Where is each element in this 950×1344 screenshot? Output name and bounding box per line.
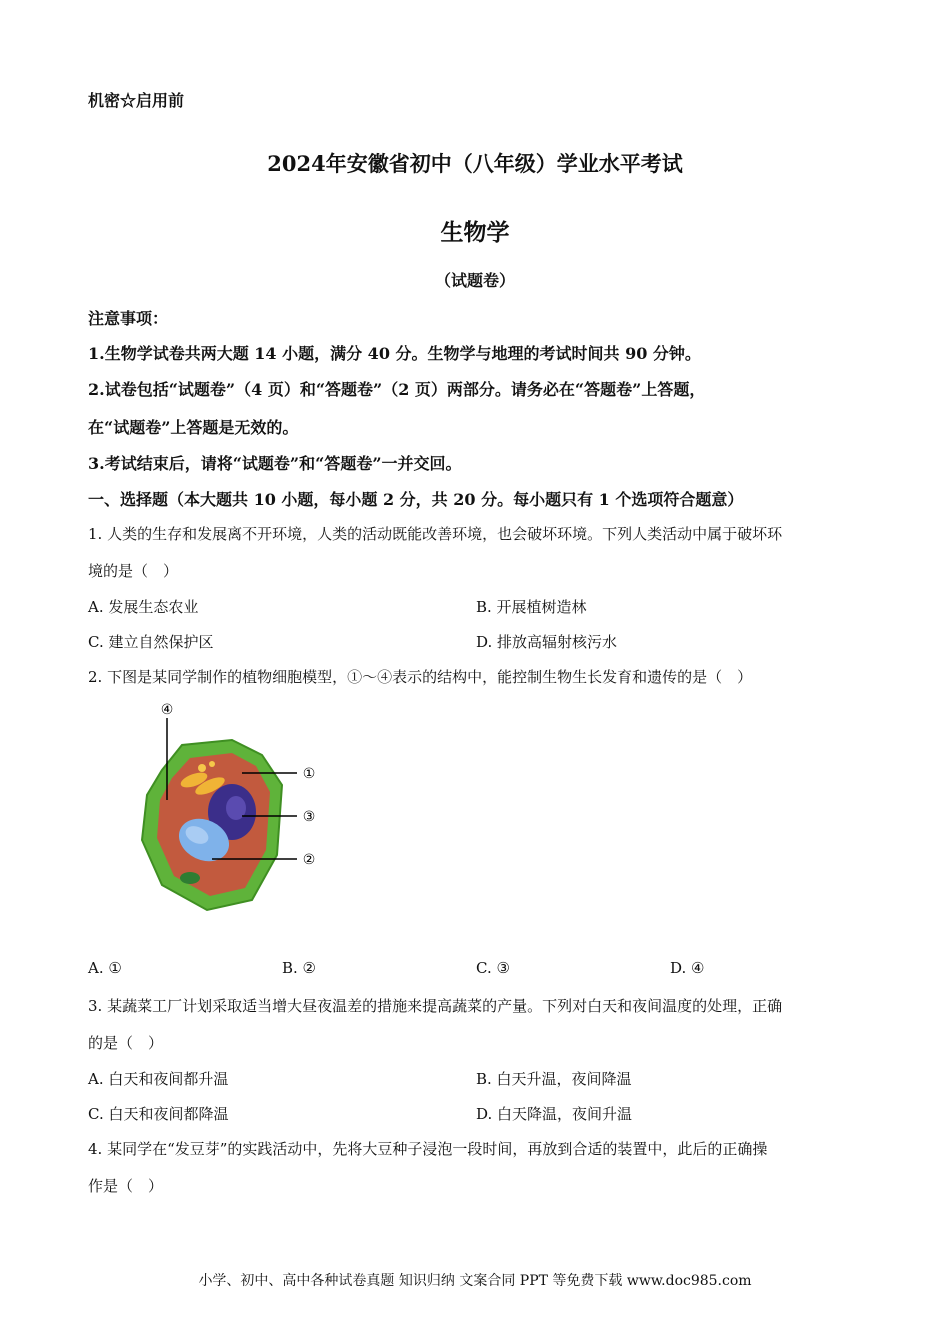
q2-option-b: B. ② (282, 959, 317, 977)
q1-option-d: D. 排放高辐射核污水 (476, 633, 618, 651)
label-3: ③ (302, 809, 316, 825)
q1-option-c: C. 建立自然保护区 (88, 633, 214, 651)
note-2b: 在“试题卷”上答题是无效的。 (88, 418, 299, 437)
label-1: ① (302, 766, 316, 782)
exam-title: 2024年安徽省初中（八年级）学业水平考试 (267, 151, 683, 176)
q3-option-c: C. 白天和夜间都降温 (88, 1105, 229, 1123)
subject-title: 生物学 (440, 219, 510, 246)
note-1: 1.生物学试卷共两大题 14 小题，满分 40 分。生物学与地理的考试时间共 90 分钟。 (88, 344, 701, 363)
q2-stem: 2. 下图是某同学制作的植物细胞模型，①～④表示的结构中，能控制生物生长发育和遗传的是（ ） (88, 668, 753, 686)
q3-option-d: D. 白天降温，夜间升温 (476, 1105, 633, 1123)
page-footer: 小学、初中、高中各种试卷真题 知识归纳 文案合同 PPT 等免费下载 www.doc985.com (198, 1273, 752, 1289)
plant-cell-figure (132, 700, 332, 920)
chloroplast-3 (180, 872, 200, 884)
q2-option-a: A. ① (88, 959, 122, 977)
note-3: 3.考试结束后，请将“试题卷”和“答题卷”一并交回。 (88, 454, 462, 473)
granule-1 (198, 764, 206, 772)
q1-option-a: A. 发展生态农业 (88, 598, 199, 616)
q2-option-c: C. ③ (476, 959, 510, 977)
label-2: ② (302, 852, 316, 868)
plant-cell-model-image (132, 700, 332, 920)
q1-option-b: B. 开展植树造林 (476, 598, 587, 616)
q1-stem-line2: 境的是（ ） (88, 562, 179, 580)
label-4: ④ (160, 702, 174, 718)
q3-option-a: A. 白天和夜间都升温 (88, 1070, 229, 1088)
paper-type: （试题卷） (434, 271, 515, 290)
q3-stem-line2: 的是（ ） (88, 1034, 164, 1052)
q4-stem-line1: 4. 某同学在“发豆芽”的实践活动中，先将大豆种子浸泡一段时间，再放到合适的装置中，此后的正确操 (88, 1140, 768, 1158)
q4-stem-line2: 作是（ ） (88, 1177, 164, 1195)
q3-option-b: B. 白天升温，夜间降温 (476, 1070, 632, 1088)
q3-stem-line1: 3. 某蔬菜工厂计划采取适当增大昼夜温差的措施来提高蔬菜的产量。下列对白天和夜间温度的处理，正确 (88, 997, 783, 1015)
notes-heading: 注意事项： (88, 309, 169, 328)
q1-stem-line1: 1. 人类的生存和发展离不开环境，人类的活动既能改善环境，也会破坏环境。下列人类活动中属于破坏环 (88, 525, 783, 543)
q2-option-d: D. ④ (670, 959, 705, 977)
section-heading: 一、选择题（本大题共 10 小题，每小题 2 分，共 20 分。每小题只有 1 个选项符合题意） (88, 490, 744, 509)
granule-2 (209, 761, 215, 767)
note-2a: 2.试卷包括“试题卷”（4 页）和“答题卷”（2 页）两部分。请务必在“答题卷”上答题， (88, 380, 706, 399)
confidential-label: 机密☆启用前 (88, 91, 185, 110)
